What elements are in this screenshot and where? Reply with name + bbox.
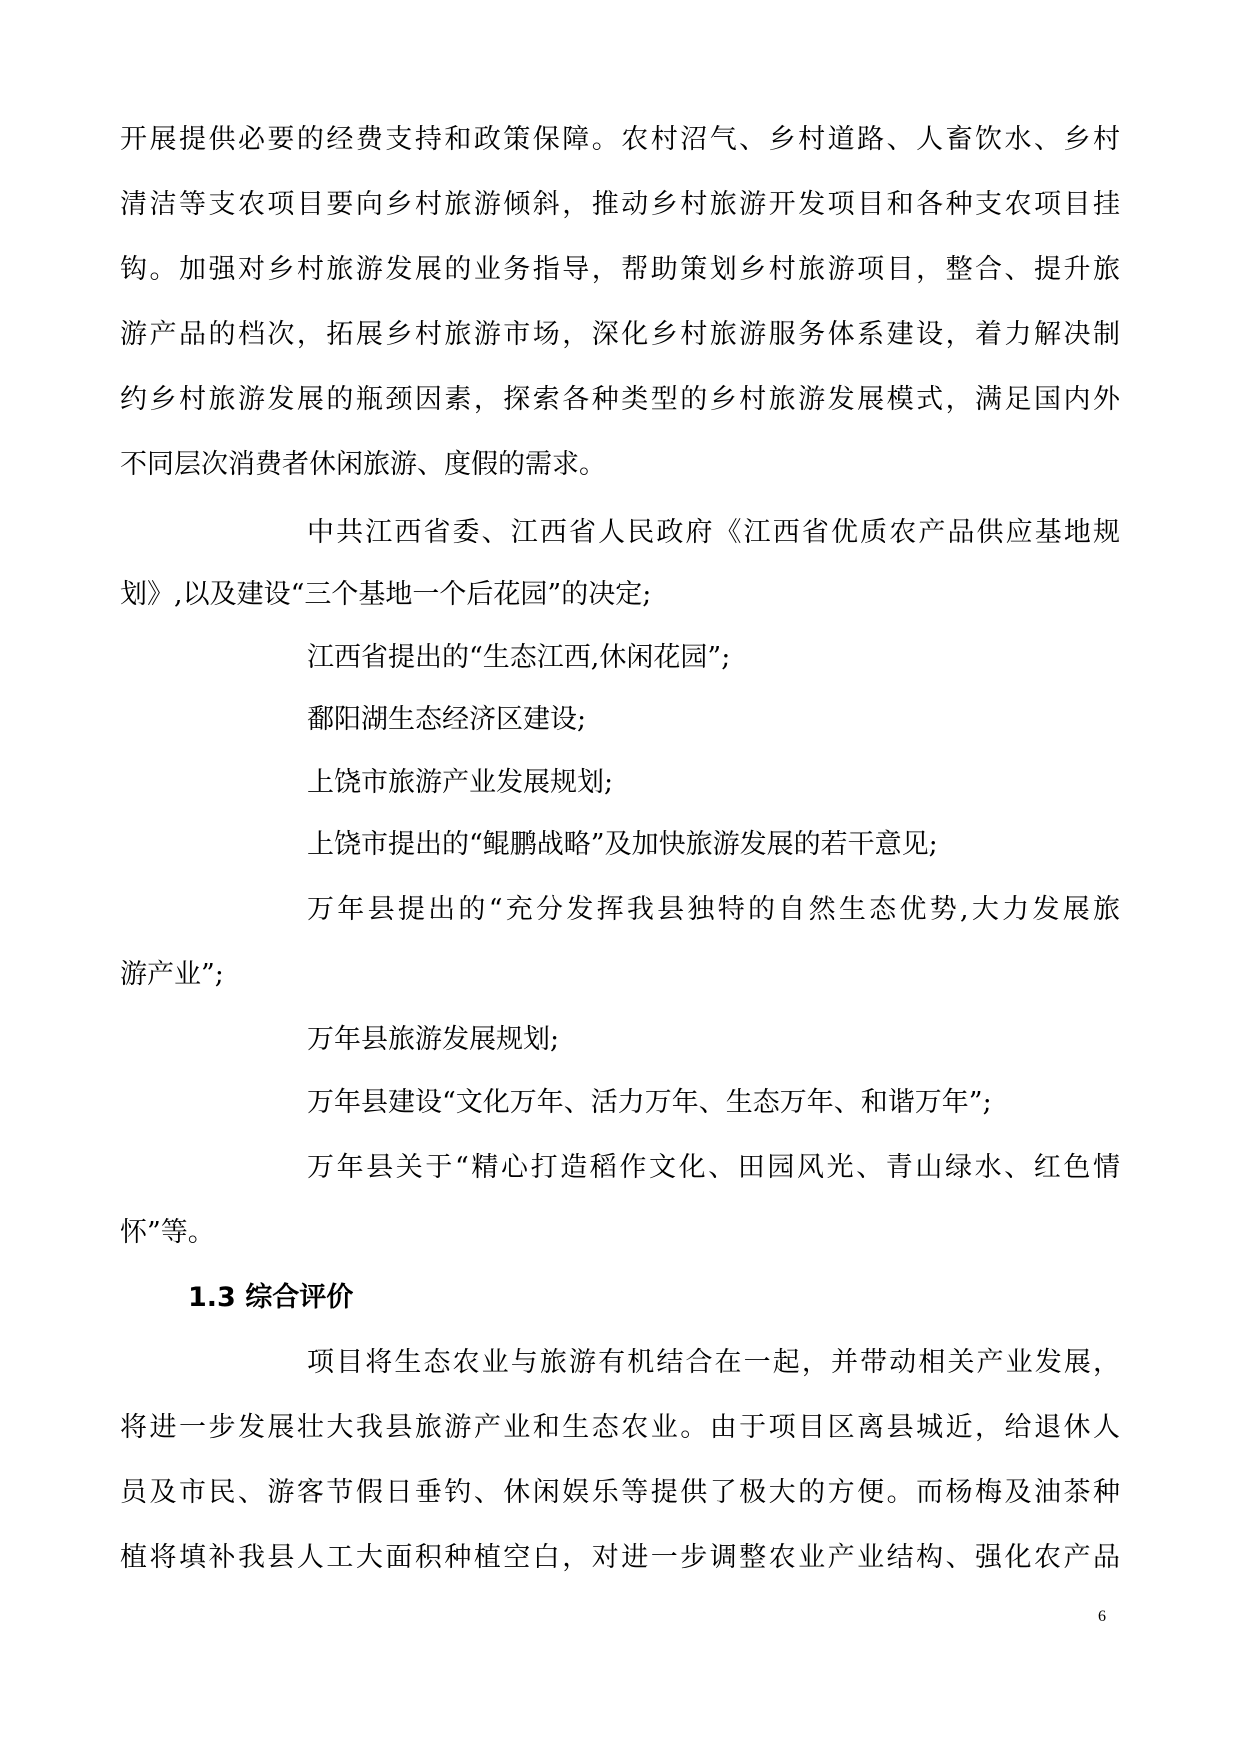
basis-item-line: 万年县旅游发展规划;: [307, 1024, 560, 1055]
basis-item-line: 划》,以及建设“三个基地一个后花园”的决定;: [120, 579, 652, 610]
basis-item-line: 江西省提出的“生态江西,休闲花园”;: [307, 642, 731, 673]
basis-item-line: 游产业”;: [120, 959, 224, 990]
paragraph-line: 清洁等支农项目要向乡村旅游倾斜，推动乡村旅游开发项目和各种支农项目挂: [120, 189, 1120, 220]
basis-item-line: 中共江西省委、江西省人民政府《江西省优质农产品供应基地规: [307, 517, 1120, 548]
basis-item-line: 万年县关于“精心打造稻作文化、田园风光、青山绿水、红色情: [307, 1152, 1120, 1183]
basis-item-line: 万年县建设“文化万年、活力万年、生态万年、和谐万年”;: [307, 1087, 992, 1118]
paragraph-line: 约乡村旅游发展的瓶颈因素，探索各种类型的乡村旅游发展模式，满足国内外: [120, 384, 1120, 415]
basis-item-line: 上饶市旅游产业发展规划;: [307, 767, 614, 798]
page-number: 6: [1098, 1608, 1106, 1625]
paragraph-line: 游产品的档次，拓展乡村旅游市场，深化乡村旅游服务体系建设，着力解决制: [120, 319, 1120, 350]
paragraph-line: 钩。加强对乡村旅游发展的业务指导，帮助策划乡村旅游项目，整合、提升旅: [120, 254, 1120, 285]
basis-item-line: 怀”等。: [120, 1217, 215, 1248]
basis-item-line: 上饶市提出的“鲲鹏战略”及加快旅游发展的若干意见;: [307, 829, 938, 860]
section-line: 项目将生态农业与旅游有机结合在一起，并带动相关产业发展，: [307, 1347, 1120, 1378]
section-heading: 1.3 综合评价: [188, 1282, 354, 1313]
section-line: 员及市民、游客节假日垂钓、休闲娱乐等提供了极大的方便。而杨梅及油茶种: [120, 1477, 1120, 1508]
paragraph-line: 不同层次消费者休闲旅游、度假的需求。: [120, 449, 606, 480]
basis-item-line: 万年县提出的“充分发挥我县独特的自然生态优势,大力发展旅: [307, 894, 1120, 925]
basis-item-line: 鄱阳湖生态经济区建设;: [307, 704, 587, 735]
paragraph-line: 开展提供必要的经费支持和政策保障。农村沼气、乡村道路、人畜饮水、乡村: [120, 124, 1120, 155]
section-line: 将进一步发展壮大我县旅游产业和生态农业。由于项目区离县城近，给退休人: [120, 1412, 1120, 1443]
section-line: 植将填补我县人工大面积种植空白，对进一步调整农业产业结构、强化农产品: [120, 1542, 1120, 1573]
